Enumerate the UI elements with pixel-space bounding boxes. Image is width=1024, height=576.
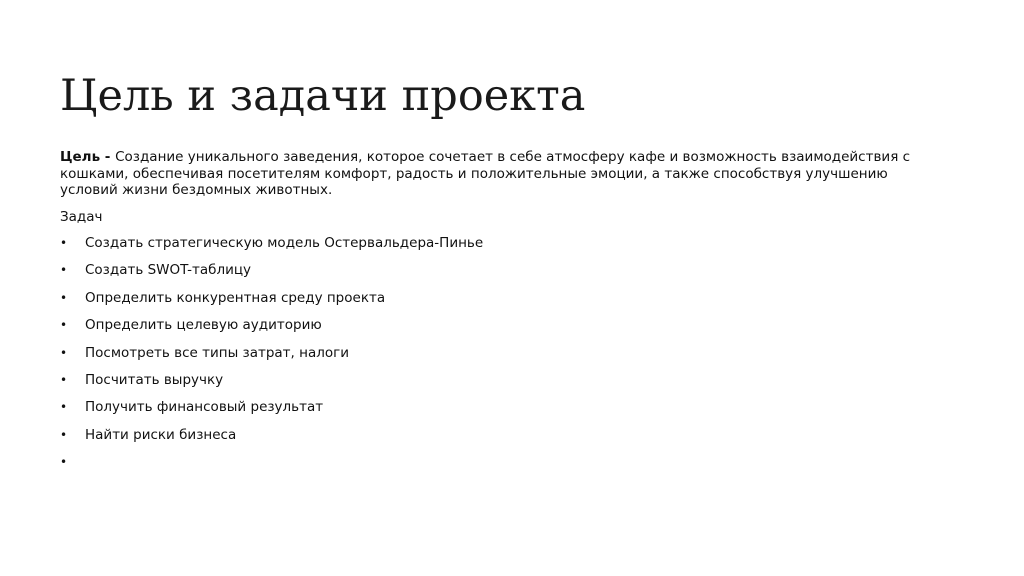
- task-text: Создать SWOT-таблицу: [85, 262, 252, 279]
- list-item: [60, 345, 940, 372]
- task-text: Определить целевую аудиторию: [85, 317, 322, 334]
- list-item: [60, 372, 940, 399]
- bullet-icon: •: [60, 427, 68, 442]
- goal-label: Цель -: [60, 149, 116, 165]
- bullet-icon: •: [60, 372, 68, 387]
- bullet-icon: •: [60, 455, 68, 470]
- task-text: Определить конкурентная среду проекта: [85, 289, 386, 306]
- list-item: [60, 427, 940, 454]
- list-item: [60, 454, 940, 481]
- tasks-list: [60, 235, 940, 482]
- bullet-icon: •: [60, 290, 68, 305]
- task-text: Посчитать выручку: [85, 371, 224, 388]
- tasks-heading: Задач: [60, 208, 103, 225]
- list-item: [60, 317, 940, 344]
- list-item: [60, 399, 940, 426]
- goal-text: Создание уникального заведения, которое сочетает в себе атмосферу кафе и возможность взаимодействия с кошками, обеспечивая посетителям комфорт, радость и положительные эмоции, а также способствуя улучшению условий жизни бездомных животных.: [60, 149, 911, 198]
- slide-title: Цель и задачи проекта: [60, 71, 586, 121]
- list-item: [60, 235, 940, 262]
- bullet-icon: •: [60, 400, 68, 415]
- bullet-icon: •: [60, 318, 68, 333]
- bullet-icon: •: [60, 345, 68, 360]
- task-text: Создать стратегическую модель Остервальдера-Пинье: [85, 235, 484, 251]
- slide-content: [60, 149, 940, 482]
- task-text: Посмотреть все типы затрат, налоги: [85, 344, 349, 361]
- bullet-icon: •: [60, 263, 68, 278]
- task-text: Найти риски бизнеса: [85, 426, 237, 443]
- list-item: [60, 290, 940, 317]
- bullet-icon: •: [60, 236, 68, 250]
- list-item: [60, 262, 940, 289]
- goal-paragraph: [60, 149, 940, 199]
- task-text: Получить финансовый результат: [85, 399, 324, 416]
